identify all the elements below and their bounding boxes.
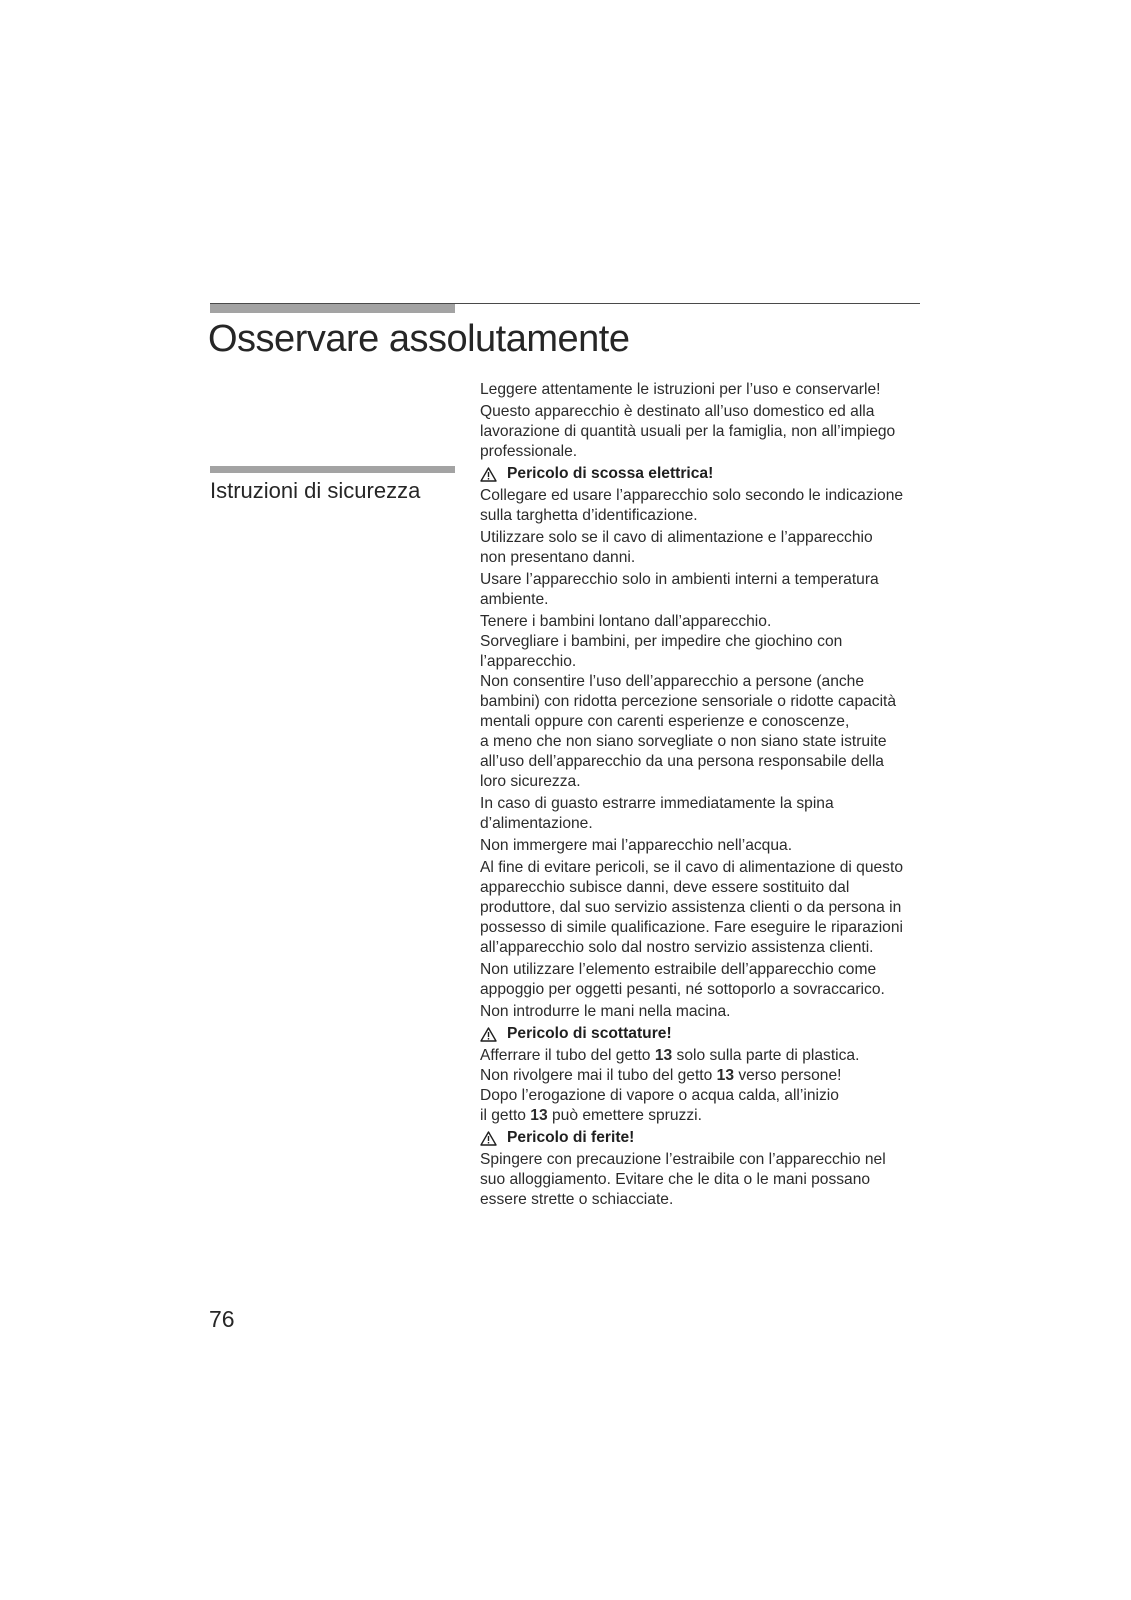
warning-title: Pericolo di ferite! <box>507 1129 635 1146</box>
intro-paragraph-1 <box>480 380 925 400</box>
text-line: non presentano danni. <box>480 549 636 566</box>
text-line: apparecchio subisce danni, deve essere sostituito dal <box>480 879 850 896</box>
text-fragment: Afferrare il tubo del getto <box>480 1047 655 1064</box>
shock-paragraph-6 <box>480 836 925 856</box>
text-line: lavorazione di quantità usuali per la famiglia, non all’impiego <box>480 423 896 440</box>
body-column <box>480 380 925 1212</box>
text-line: a meno che non siano sorvegliate o non siano state istruite <box>480 733 887 750</box>
text-line: appoggio per oggetti pesanti, né sottoporlo a sovraccarico. <box>480 981 885 998</box>
shock-paragraph-5 <box>480 794 925 834</box>
warning-heading-injury <box>480 1128 925 1148</box>
text-line: Dopo l’erogazione di vapore o acqua calda, all’inizio <box>480 1087 839 1104</box>
text-line: all’apparecchio solo dal nostro servizio assistenza clienti. <box>480 939 874 956</box>
text-fragment: solo sulla parte di plastica. <box>672 1047 860 1064</box>
part-reference-13: 13 <box>530 1107 548 1124</box>
text-line: Spingere con precauzione l’estraibile con l’apparecchio nel <box>480 1151 886 1168</box>
shock-paragraph-3 <box>480 570 925 610</box>
shock-paragraph-2 <box>480 528 925 568</box>
warning-title: Pericolo di scossa elettrica! <box>507 465 714 482</box>
burn-paragraph <box>480 1046 925 1126</box>
text-line: suo alloggiamento. Evitare che le dita o le mani possano <box>480 1171 871 1188</box>
warning-heading-shock <box>480 464 925 484</box>
text-line <box>480 1046 925 1066</box>
shock-paragraph-1 <box>480 486 925 526</box>
text-line: Non immergere mai l’apparecchio nell’acqua. <box>480 837 793 854</box>
text-line: Tenere i bambini lontano dall’apparecchio. <box>480 613 772 630</box>
text-line: Utilizzare solo se il cavo di alimentazione e l’apparecchio <box>480 529 873 546</box>
text-line: ambiente. <box>480 591 549 608</box>
text-line: sulla targhetta d’identificazione. <box>480 507 698 524</box>
text-fragment: può emettere spruzzi. <box>547 1107 702 1124</box>
page-title: Osservare assolutamente <box>208 318 630 360</box>
header-rule-thick <box>210 304 455 313</box>
text-line <box>480 1066 925 1086</box>
text-line: Leggere attentamente le istruzioni per l’uso e conservarle! <box>480 381 881 398</box>
shock-paragraph-8 <box>480 960 925 1000</box>
text-line: Non introdurre le mani nella macina. <box>480 1003 731 1020</box>
text-fragment: Non rivolgere mai il tubo del getto <box>480 1067 717 1084</box>
text-line: possesso di simile qualificazione. Fare eseguire le riparazioni <box>480 919 903 936</box>
page-number: 76 <box>209 1306 235 1332</box>
shock-paragraph-7 <box>480 858 925 958</box>
warning-title: Pericolo di scottature! <box>507 1025 672 1042</box>
text-line: l’apparecchio. <box>480 653 577 670</box>
text-line: Non consentire l’uso dell’apparecchio a persone (anche <box>480 673 865 690</box>
section-title: Istruzioni di sicurezza <box>210 478 421 503</box>
text-line: all’uso dell’apparecchio da una persona responsabile della <box>480 753 884 770</box>
part-reference-13: 13 <box>716 1067 734 1084</box>
section-rule <box>210 466 455 473</box>
text-line: d’alimentazione. <box>480 815 593 832</box>
text-line: Al fine di evitare pericoli, se il cavo di alimentazione di questo <box>480 859 903 876</box>
intro-paragraph-2 <box>480 402 925 462</box>
text-line: essere strette o schiacciate. <box>480 1191 674 1208</box>
text-line <box>480 1106 925 1126</box>
text-line: Collegare ed usare l’apparecchio solo secondo le indicazione <box>480 487 904 504</box>
shock-paragraph-4 <box>480 612 925 792</box>
shock-paragraph-9 <box>480 1002 925 1022</box>
text-fragment: verso persone! <box>734 1067 842 1084</box>
text-line: Non utilizzare l’elemento estraibile dell’apparecchio come <box>480 961 877 978</box>
warning-triangle-icon <box>480 467 497 482</box>
text-fragment: il getto <box>480 1107 531 1124</box>
warning-triangle-icon <box>480 1131 497 1146</box>
text-line: Questo apparecchio è destinato all’uso domestico ed alla <box>480 403 875 420</box>
text-line: Sorvegliare i bambini, per impedire che giochino con <box>480 633 843 650</box>
injury-paragraph <box>480 1150 925 1210</box>
text-line: mentali oppure con carenti esperienze e conoscenze, <box>480 713 850 730</box>
warning-triangle-icon <box>480 1027 497 1042</box>
text-line: loro sicurezza. <box>480 773 581 790</box>
text-line: In caso di guasto estrarre immediatamente la spina <box>480 795 834 812</box>
text-line: professionale. <box>480 443 578 460</box>
text-line: bambini) con ridotta percezione sensoriale o ridotte capacità <box>480 693 897 710</box>
part-reference-13: 13 <box>654 1047 673 1064</box>
warning-heading-burn <box>480 1024 925 1044</box>
text-line: produttore, dal suo servizio assistenza clienti o da persona in <box>480 899 902 916</box>
text-line: Usare l’apparecchio solo in ambienti interni a temperatura <box>480 571 879 588</box>
